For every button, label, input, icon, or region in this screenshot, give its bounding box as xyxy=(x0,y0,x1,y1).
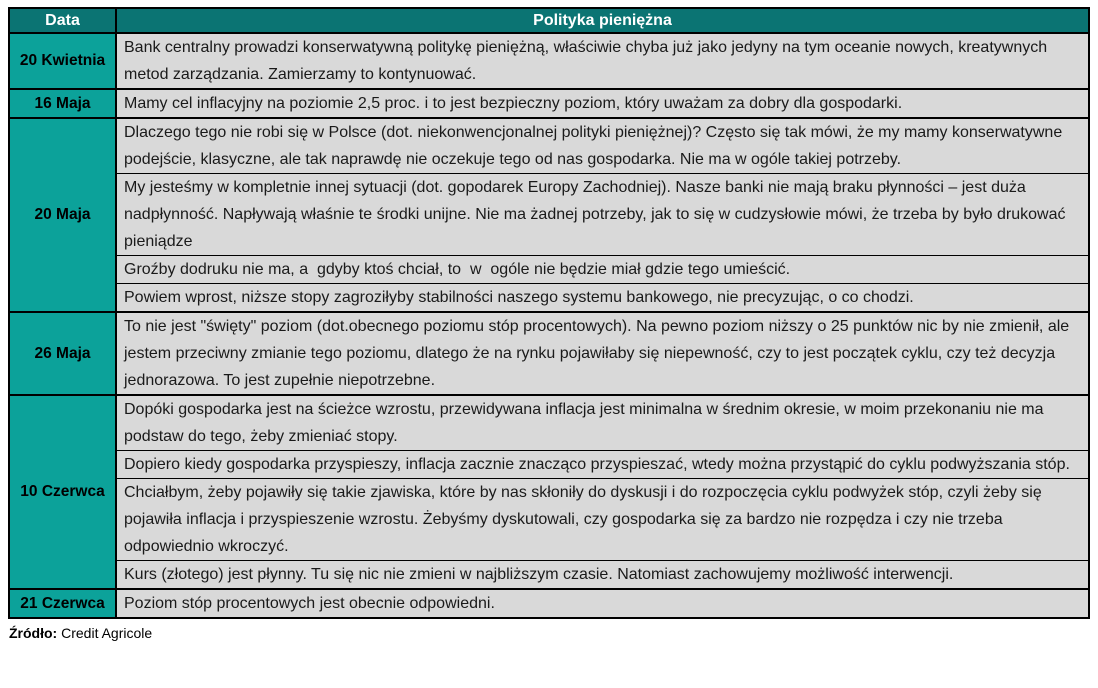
quote-cell: Chciałbym, żeby pojawiły się takie zjawiska, które by nas skłoniły do dyskusji i do rozpoczęcia cyklu podwyżek stóp, czyli żeby się pojawiła inflacja i przyspieszenie wzrostu. Żebyśmy dyskutowali, czy gospodarka się za bardzo nie rozpędza i czy nie trzeba odpowiednio wkroczyć. xyxy=(116,479,1089,561)
table-row xyxy=(9,561,1089,590)
table-row xyxy=(9,451,1089,479)
source-value: Credit Agricole xyxy=(57,625,153,641)
quote-cell: Kurs (złotego) jest płynny. Tu się nic nie zmieni w najbliższym czasie. Natomiast zachowujemy możliwość interwencji. xyxy=(116,561,1089,590)
source-label: Źródło: xyxy=(9,625,58,641)
table-row xyxy=(9,118,1089,174)
quote-cell: To nie jest "święty" poziom (dot.obecnego poziomu stóp procentowych). Na pewno poziom niższy o 25 punktów nic by nie zmienił, ale jestem przeciwny zmianie tego poziomu, dlatego że na rynku pojawiłaby się niepewność, czy to jest początek cyklu, czy też decyzja jednorazowa. To jest zupełnie niepotrzebne. xyxy=(116,312,1089,395)
table-row xyxy=(9,256,1089,284)
table-row xyxy=(9,174,1089,256)
header-row xyxy=(9,8,1089,33)
table-body xyxy=(9,33,1089,618)
quote-cell: Dopóki gospodarka jest na ścieżce wzrostu, przewidywana inflacja jest minimalna w średnim okresie, w moim przekonaniu nie ma podstaw do tego, żeby zmieniać stopy. xyxy=(116,395,1089,451)
quote-cell: Groźby dodruku nie ma, a gdyby ktoś chciał, to w ogóle nie będzie miał gdzie tego umieścić. xyxy=(116,256,1089,284)
quote-cell: Dopiero kiedy gospodarka przyspieszy, inflacja zacznie znacząco przyspieszać, wtedy można przystąpić do cyklu podwyższania stóp. xyxy=(116,451,1089,479)
column-header-data: Data xyxy=(9,8,116,33)
date-cell: 20 Maja xyxy=(9,118,116,312)
date-cell: 10 Czerwca xyxy=(9,395,116,589)
table-row xyxy=(9,89,1089,118)
quote-cell: Powiem wprost, niższe stopy zagroziłyby stabilności naszego systemu bankowego, nie precyzując, o co chodzi. xyxy=(116,284,1089,313)
quote-cell: My jesteśmy w kompletnie innej sytuacji (dot. gopodarek Europy Zachodniej). Nasze banki nie mają braku płynności – jest duża nadpłynność. Napływają właśnie te środki unijne. Nie ma żadnej potrzeby, jak to się w cudzysłowie mówi, że trzeba by było drukować pieniądze xyxy=(116,174,1089,256)
table-header xyxy=(9,8,1089,33)
table-row xyxy=(9,395,1089,451)
column-header-policy: Polityka pieniężna xyxy=(116,8,1089,33)
table-row xyxy=(9,284,1089,313)
table-row xyxy=(9,479,1089,561)
date-cell: 16 Maja xyxy=(9,89,116,118)
table-row xyxy=(9,589,1089,618)
quote-cell: Bank centralny prowadzi konserwatywną politykę pieniężną, właściwie chyba już jako jedyny na tym oceanie nowych, kreatywnych metod zarządzania. Zamierzamy to kontynuować. xyxy=(116,33,1089,89)
quote-cell: Dlaczego tego nie robi się w Polsce (dot. niekonwencjonalnej polityki pieniężnej)? Często się tak mówi, że my mamy konserwatywne podejście, klasyczne, ale tak naprawdę nie oczekuje tego od nas gospodarka. Nie ma w ogóle takiej potrzeby. xyxy=(116,118,1089,174)
policy-table xyxy=(8,7,1090,619)
table-row xyxy=(9,312,1089,395)
date-cell: 20 Kwietnia xyxy=(9,33,116,89)
date-cell: 21 Czerwca xyxy=(9,589,116,618)
source-note xyxy=(8,624,1090,642)
table-row xyxy=(9,33,1089,89)
date-cell: 26 Maja xyxy=(9,312,116,395)
quote-cell: Poziom stóp procentowych jest obecnie odpowiedni. xyxy=(116,589,1089,618)
quote-cell: Mamy cel inflacyjny na poziomie 2,5 proc. i to jest bezpieczny poziom, który uważam za dobry dla gospodarki. xyxy=(116,89,1089,118)
